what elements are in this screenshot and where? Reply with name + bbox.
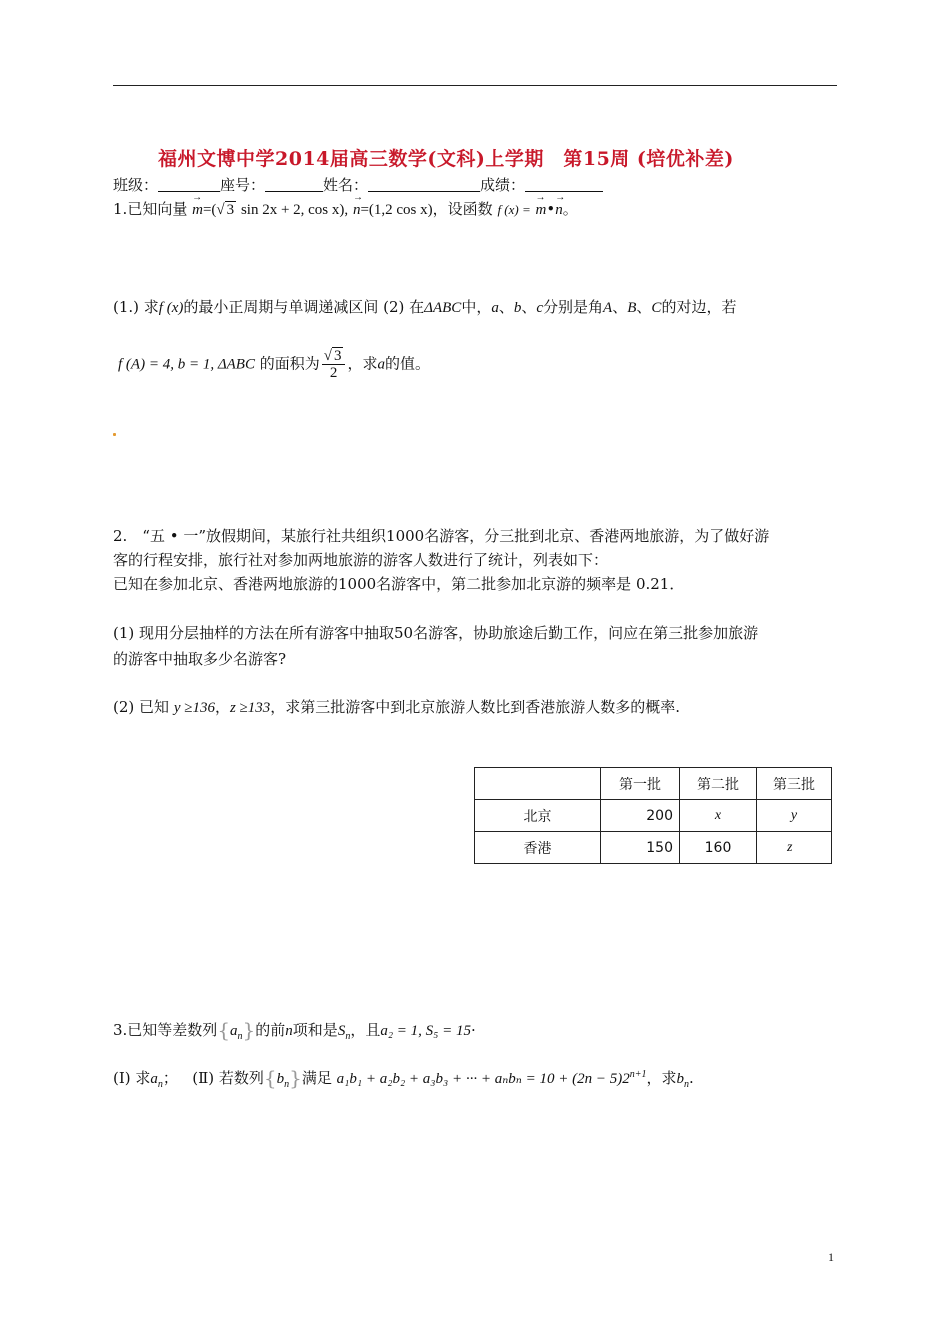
seat-label: 座号： [220, 176, 266, 194]
q3-d: ，且 [350, 1021, 381, 1039]
q3-p1-var: a [150, 1071, 158, 1087]
q3-p2-ask: ，求 [646, 1069, 677, 1087]
mark-dot [113, 433, 116, 436]
q3-e: · [471, 1021, 476, 1039]
q1-part1-b: 的最小正周期与单调递减区间 (2) 在 [183, 298, 425, 316]
q2-line1: 2. “五 • 一”放假期间，某旅行社共组织1000名游客，分三批到北京、香港两地旅游，为了做好游 [113, 527, 770, 545]
q3-b: 的前 [255, 1021, 286, 1039]
q1-statement [113, 198, 578, 219]
angle-c: C [651, 300, 662, 316]
brace-close: } [242, 1018, 256, 1042]
table-cell: 200 [601, 800, 680, 832]
q1-cond: f (A) = 4, b = 1, ΔABC [118, 356, 255, 373]
score-label: 成绩： [480, 176, 526, 194]
q1-number: 1. [113, 200, 128, 218]
table-cell: 150 [601, 832, 680, 864]
q1-ask: ，求 [347, 354, 378, 373]
page-title: 福州文博中学2014届高三数学(文科)上学期 第15周 (培优补差) [158, 148, 734, 170]
q2-part1 [113, 620, 758, 672]
q3-statement [113, 1018, 476, 1042]
brace-close-2: } [289, 1066, 302, 1090]
frac-num: 3 [333, 348, 342, 364]
q1-area-text: 的面积为 [259, 354, 320, 373]
q2-part2-a: (2) 已知 [113, 698, 170, 716]
q2-part1-line2: 的游客中抽取多少名游客? [113, 650, 287, 668]
m-expr-rest: sin 2x + 2, cos x), [240, 202, 349, 218]
q1-condition [118, 348, 430, 381]
q1-fx: f (x) [158, 300, 184, 316]
sep-2: 、 [521, 298, 537, 316]
q1-part1-c: 中， [461, 298, 492, 316]
q3-a: 3.已知等差数列 [113, 1021, 218, 1039]
seat-field[interactable] [265, 177, 323, 192]
table-header-cell: 第一批 [601, 768, 680, 800]
brace-open: { [217, 1018, 231, 1042]
m-expr-open: =( [202, 202, 217, 218]
q3-p2-end: . [688, 1069, 694, 1087]
q1-ask-end: 的值。 [385, 354, 431, 373]
row-label: 香港 [475, 832, 601, 864]
table-header-cell: 第二批 [680, 768, 757, 800]
table-cell: 160 [680, 832, 757, 864]
table-cell: y [757, 800, 832, 832]
vector-n-2: → n [555, 202, 563, 219]
sqrt-symbol: √ [216, 202, 225, 218]
table-header-cell [475, 768, 601, 800]
q3-parts [113, 1066, 694, 1090]
q1-mid: ，设函数 [432, 200, 493, 218]
q1-part1-a: (1.) 求 [113, 298, 159, 316]
q3-c: 项和是 [292, 1021, 338, 1039]
q3-p1-end: ； [162, 1069, 178, 1087]
name-field[interactable] [368, 177, 480, 192]
q1-parts [113, 296, 736, 317]
q3-p2-mid: 满足 [301, 1069, 332, 1087]
q2-part1-line1: (1) 现用分层抽样的方法在所有游客中抽取50名游客，协助旅途后勤工作，问应在第三批参加旅游 [113, 624, 759, 642]
page-number: 1 [828, 1250, 834, 1264]
seq-b: b [276, 1071, 285, 1087]
side-a: a [491, 300, 499, 316]
table-row [475, 832, 832, 864]
sum-exp: n+1 [629, 1069, 647, 1080]
sep-3: 、 [612, 298, 628, 316]
var-s-sub: n [345, 1031, 351, 1042]
q1-intro: 已知向量 [127, 200, 188, 218]
q2-line3: 已知在参加北京、香港两地旅游的1000名游客中，第二批参加北京游的频率是 0.21． [113, 575, 685, 593]
table-cell: x [680, 800, 757, 832]
angle-a: A [603, 300, 613, 316]
var-bn-sub: n [683, 1079, 689, 1090]
table-header-row [475, 768, 832, 800]
seq-b-sub: n [284, 1079, 290, 1090]
var-n: n [285, 1023, 293, 1039]
seq-a-sub: n [237, 1031, 243, 1042]
q2-part2-b: ，求第三批游客中到北京旅游人数比到香港旅游人数多的概率. [270, 698, 681, 716]
sep-1: 、 [498, 298, 514, 316]
header-rule [113, 85, 837, 86]
side-c: c [536, 300, 544, 316]
var-bn: b [676, 1071, 684, 1087]
cond-z: z ≥133 [229, 700, 271, 716]
table-row [475, 800, 832, 832]
table-header-cell: 第三批 [757, 768, 832, 800]
score-field[interactable] [525, 177, 603, 192]
dot-operator: • [546, 200, 556, 218]
frac-sqrt-symbol: √ [323, 348, 332, 364]
side-b: b [513, 300, 522, 316]
angle-b: B [627, 300, 637, 316]
vector-m-2: → m [536, 202, 547, 219]
class-label: 班级： [113, 176, 159, 194]
sqrt-3: 3 [226, 202, 235, 218]
cond-y: y ≥136 [173, 700, 215, 716]
vector-n: → n [353, 202, 361, 219]
seq-a: a [230, 1023, 238, 1039]
q2-part2 [113, 696, 680, 717]
brace-open-2: { [263, 1066, 277, 1090]
frac-den: 2 [329, 365, 338, 381]
f-expr: f (x) = [497, 202, 531, 217]
q3-p1: (Ⅰ) 求 [113, 1069, 151, 1087]
tourist-table [474, 767, 832, 864]
triangle-abc: ΔABC [424, 300, 462, 316]
class-field[interactable] [158, 177, 220, 192]
table-cell: z [757, 832, 832, 864]
q3-cond: a₂ = 1, S₅ = 15 [380, 1023, 472, 1039]
q1-end: 。 [562, 200, 578, 218]
q1-ask-var: a [377, 356, 385, 373]
sum-expr: a₁b₁ + a₂b₂ + a₃b₃ + ··· + aₙbₙ = 10 + (2n − 5)2 [336, 1071, 630, 1087]
q2-statement [113, 524, 769, 596]
q2-line2: 客的行程安排，旅行社对参加两地旅游的游客人数进行了统计，列表如下： [113, 551, 609, 569]
vector-m: → m [192, 202, 203, 219]
q3-p2: (Ⅱ) 若数列 [192, 1069, 264, 1087]
n-expr: =(1,2 cos x) [360, 202, 433, 218]
var-s: S [337, 1023, 346, 1039]
name-label: 姓名： [323, 176, 369, 194]
q2-sep: ， [214, 698, 230, 716]
sep-4: 、 [636, 298, 652, 316]
q3-p1-sub: n [157, 1079, 163, 1090]
row-label: 北京 [475, 800, 601, 832]
q1-part1-e: 的对边，若 [661, 298, 737, 316]
fraction-sqrt3-over-2 [322, 348, 346, 381]
q1-part1-d: 分别是角 [543, 298, 604, 316]
